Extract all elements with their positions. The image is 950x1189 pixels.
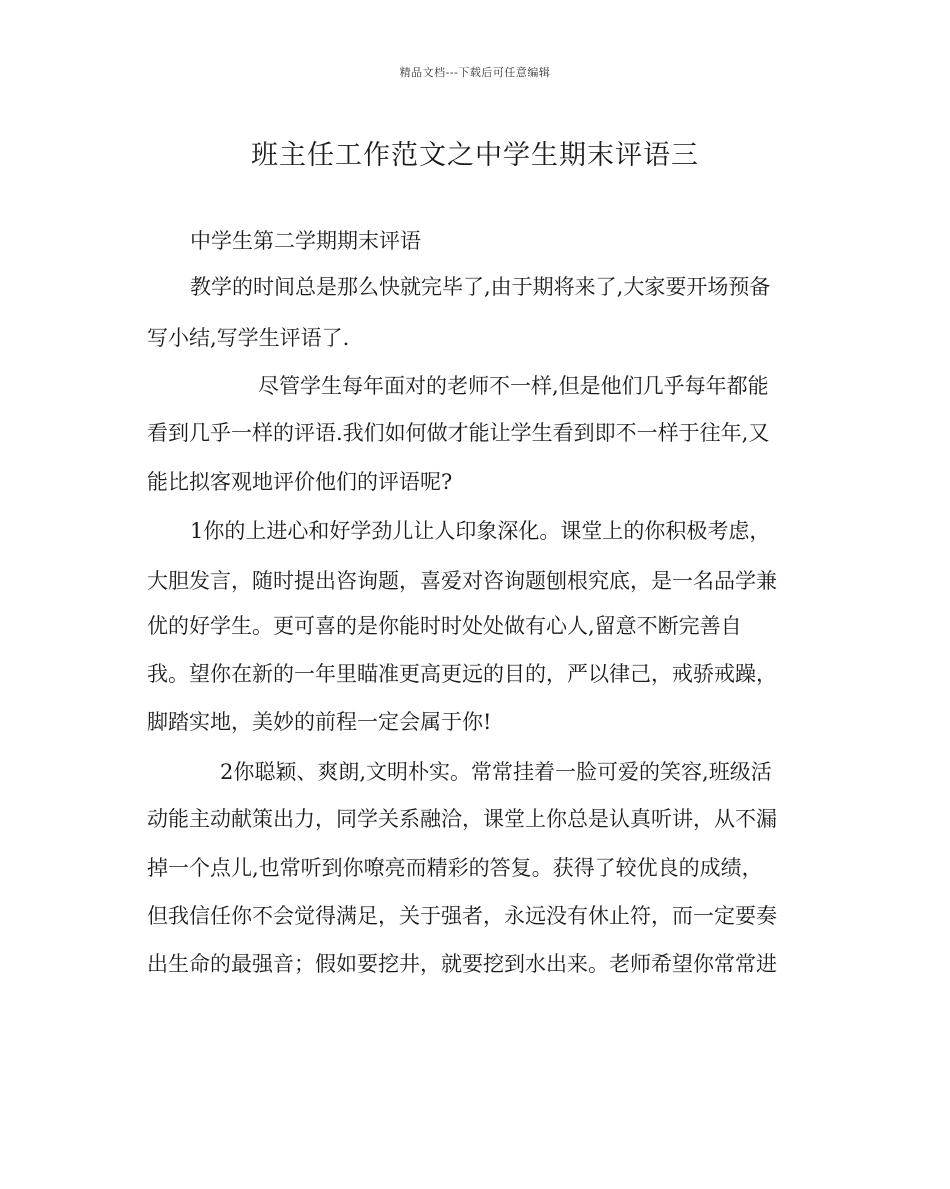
paragraph-line: 尽管学生每年面对的老师不一样,但是他们几乎每年都能 bbox=[258, 374, 769, 398]
section-heading: 中学生第二学期期末评语 bbox=[190, 229, 421, 253]
paragraph-line: 写小结,写学生评语了. bbox=[147, 326, 350, 350]
paragraph-line: 脚踏实地，美妙的前程一定会属于你! bbox=[147, 710, 492, 734]
paragraph-line: 掉一个点儿,也常听到你嘹亮而精彩的答复。获得了较优良的成绩， bbox=[147, 856, 763, 880]
paragraph-line: 出生命的最强音；假如要挖井，就要挖到水出来。老师希望你常常进 bbox=[147, 952, 777, 976]
document-title: 班主任工作范文之中学生期末评语三 bbox=[251, 140, 699, 171]
paragraph-line: 看到几乎一样的评语.我们如何做才能让学生看到即不一样于往年,又 bbox=[147, 421, 770, 445]
paragraph-line: 大胆发言，随时提出咨询题，喜爱对咨询题刨根究底，是一名品学兼 bbox=[147, 569, 777, 593]
paragraph-line: 2你聪颖、爽朗,文明朴实。常常挂着一脸可爱的笑容,班级活 bbox=[220, 760, 772, 784]
paragraph-line: 我。望你在新的一年里瞄准更高更远的目的，严以律己，戒骄戒躁， bbox=[147, 662, 777, 686]
paragraph-line: 动能主动献策出力，同学关系融洽，课堂上你总是认真听讲，从不漏 bbox=[147, 807, 777, 831]
paragraph-line: 优的好学生。更可喜的是你能时时处处做有心人,留意不断完善自 bbox=[147, 614, 742, 638]
paragraph-line: 1你的上进心和好学劲儿让人印象深化。课堂上的你积极考虑， bbox=[190, 519, 771, 543]
paragraph-line: 能比拟客观地评价他们的评语呢? bbox=[147, 470, 453, 494]
paragraph-line: 但我信任你不会觉得满足，关于强者，永远没有休止符，而一定要奏 bbox=[147, 904, 777, 928]
paragraph-line: 教学的时间总是那么快就完毕了,由于期将来了,大家要开场预备 bbox=[190, 275, 771, 299]
page-header: 精品文档---下载后可任意编辑 bbox=[399, 66, 551, 79]
